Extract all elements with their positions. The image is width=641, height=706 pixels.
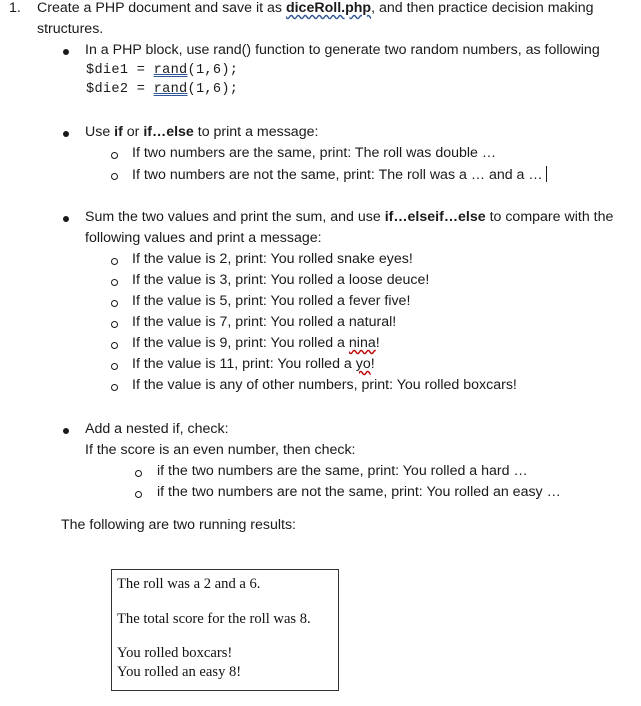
sub-bullet — [135, 470, 142, 477]
list-item: if the two numbers are the same, print: You rolled a hard … — [157, 463, 528, 479]
list-item: If the value is 9, print: You rolled a nina! — [132, 335, 380, 351]
kw-ifelse: if…else — [143, 124, 194, 140]
kw-if: if — [114, 124, 123, 140]
text-cursor — [546, 166, 547, 182]
code1-prefix: $die1 = — [86, 63, 154, 78]
nina-word: nina — [348, 335, 376, 351]
code2-fn: rand — [153, 82, 188, 97]
sub-bullet — [111, 279, 118, 286]
sub-bullet — [111, 321, 118, 328]
bullet1-text: In a PHP block, use rand() function to generate two random numbers, as following — [85, 42, 600, 58]
code2-prefix: $die2 = — [86, 82, 154, 97]
code1-fn: rand — [153, 63, 188, 78]
list-item: If two numbers are not the same, print: The roll was a … and a … — [132, 166, 547, 183]
list-item: if the two numbers are not the same, print: You rolled an easy … — [157, 484, 561, 500]
bullet-dot — [63, 49, 69, 55]
bullet-dot — [63, 428, 69, 434]
results-intro: The following are two running results: — [61, 517, 297, 533]
sub-bullet — [111, 342, 118, 349]
filename: diceRoll.php — [285, 0, 372, 16]
bullet-dot — [63, 131, 69, 137]
output-line: You rolled boxcars! — [117, 645, 233, 661]
bullet3-line2: following values and print a message: — [85, 230, 322, 246]
list-item: If the value is 5, print: You rolled a fever five! — [132, 293, 411, 309]
bullet4-text: Add a nested if, check: — [85, 421, 229, 437]
sub-bullet — [135, 491, 142, 498]
output-line: You rolled an easy 8! — [117, 664, 242, 680]
list-item: If two numbers are the same, print: The roll was double … — [132, 145, 497, 161]
list-number: 1. — [9, 0, 21, 16]
output-box — [111, 569, 339, 691]
bullet4-line2: If the score is an even number, then check: — [85, 442, 356, 458]
bullet3-text: Sum the two values and print the sum, and use if…elseif…else to compare with the — [85, 209, 614, 225]
output-line: The roll was a 2 and a 6. — [117, 576, 261, 592]
list-item: If the value is any of other numbers, print: You rolled boxcars! — [132, 377, 517, 393]
sub-bullet — [111, 300, 118, 307]
bullet-dot — [63, 216, 69, 222]
code2-args: (1,6); — [187, 82, 239, 97]
bullet2-text: Use if or if…else to print a message: — [85, 124, 319, 140]
sub-bullet — [111, 363, 118, 370]
sub-bullet — [111, 384, 118, 391]
title-line2: structures. — [37, 21, 104, 37]
sub-bullet — [111, 173, 118, 180]
title-after: , and then practice decision making — [371, 0, 594, 16]
list-item: If the value is 11, print: You rolled a yo! — [132, 356, 375, 372]
list-item: If the value is 3, print: You rolled a loose deuce! — [132, 272, 430, 288]
sub-bullet — [111, 152, 118, 159]
sub-bullet — [111, 258, 118, 265]
kw-ifelseif: if…elseif…else — [384, 209, 486, 225]
code-line-die1 — [86, 63, 238, 78]
list-item: If the value is 7, print: You rolled a natural! — [132, 314, 397, 330]
code-line-die2 — [86, 82, 238, 97]
yo-word: yo — [355, 356, 371, 372]
output-line: The total score for the roll was 8. — [117, 611, 311, 627]
assignment-title — [37, 0, 593, 16]
list-item: If the value is 2, print: You rolled snake eyes! — [132, 251, 413, 267]
title-before: Create a PHP document and save it as — [37, 0, 286, 16]
code1-args: (1,6); — [187, 63, 239, 78]
